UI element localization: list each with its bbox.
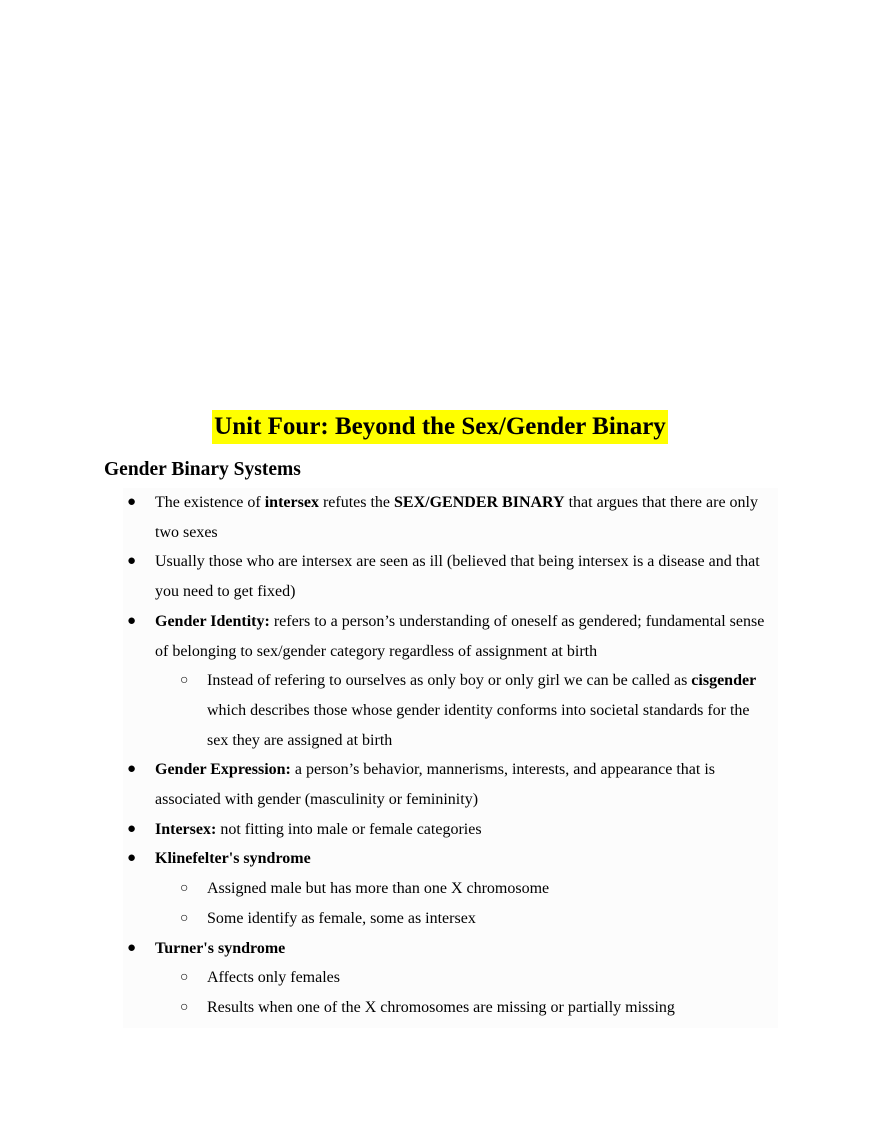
sub-list-item: ○ Assigned male but has more than one X chromosome xyxy=(207,874,767,904)
hollow-bullet-icon: ○ xyxy=(180,673,189,689)
term-klinefelter: Klinefelter's syndrome xyxy=(155,850,311,868)
list-item: ● The existence of intersex refutes the SEX/GENDER BINARY that argues that there are only two sexes xyxy=(155,488,780,547)
filled-bullet-icon: ● xyxy=(127,761,137,778)
hollow-bullet-icon: ○ xyxy=(180,970,189,986)
section-heading: Gender Binary Systems xyxy=(104,459,301,480)
hollow-bullet-icon: ○ xyxy=(180,881,189,897)
sub-list-item: ○ Some identify as female, some as intersex xyxy=(207,904,767,934)
filled-bullet-icon: ● xyxy=(127,612,137,629)
filled-bullet-icon: ● xyxy=(127,939,137,956)
document-title: Unit Four: Beyond the Sex/Gender Binary xyxy=(212,410,668,444)
list-item: ● Intersex: not fitting into male or female categories xyxy=(155,815,780,845)
notes-list xyxy=(0,488,880,1023)
hollow-bullet-icon: ○ xyxy=(180,910,189,926)
list-item: ● Usually those who are intersex are seen as ill (believed that being intersex is a disease and that you need to get fixed) xyxy=(155,547,780,606)
term-intersex-definition: Intersex: xyxy=(155,820,217,838)
list-item xyxy=(127,934,780,964)
filled-bullet-icon: ● xyxy=(127,553,137,570)
filled-bullet-icon: ● xyxy=(127,494,137,510)
filled-bullet-icon: ● xyxy=(127,820,137,837)
sub-list-item: ○ Instead of refering to ourselves as only boy or only girl we can be called as cisgender which describes those whose gender identity conforms into societal standards for the sex they are assigned at birth xyxy=(207,666,767,755)
term-gender-expression: Gender Expression: xyxy=(155,761,291,779)
title-container xyxy=(0,410,880,444)
list-item: ● Gender Expression: a person’s behavior, mannerisms, interests, and appearance that is associated with gender (masculinity or femininity) xyxy=(155,755,780,814)
term-sex-gender-binary: SEX/GENDER BINARY xyxy=(394,494,565,511)
term-cisgender: cisgender xyxy=(691,672,757,690)
term-gender-identity: Gender Identity: xyxy=(155,612,270,630)
filled-bullet-icon: ● xyxy=(127,850,137,867)
term-turner: Turner's syndrome xyxy=(155,939,286,957)
term-intersex: intersex xyxy=(264,494,319,511)
list-item xyxy=(127,844,780,874)
sub-list-item: ○ Affects only females xyxy=(207,963,767,993)
hollow-bullet-icon: ○ xyxy=(180,999,189,1015)
sub-list-item: ○ Results when one of the X chromosomes are missing or partially missing xyxy=(207,993,767,1023)
list-item: ● Gender Identity: refers to a person’s understanding of oneself as gendered; fundamental sense of belonging to sex/gender category regardless of assignment at birth xyxy=(155,607,780,666)
